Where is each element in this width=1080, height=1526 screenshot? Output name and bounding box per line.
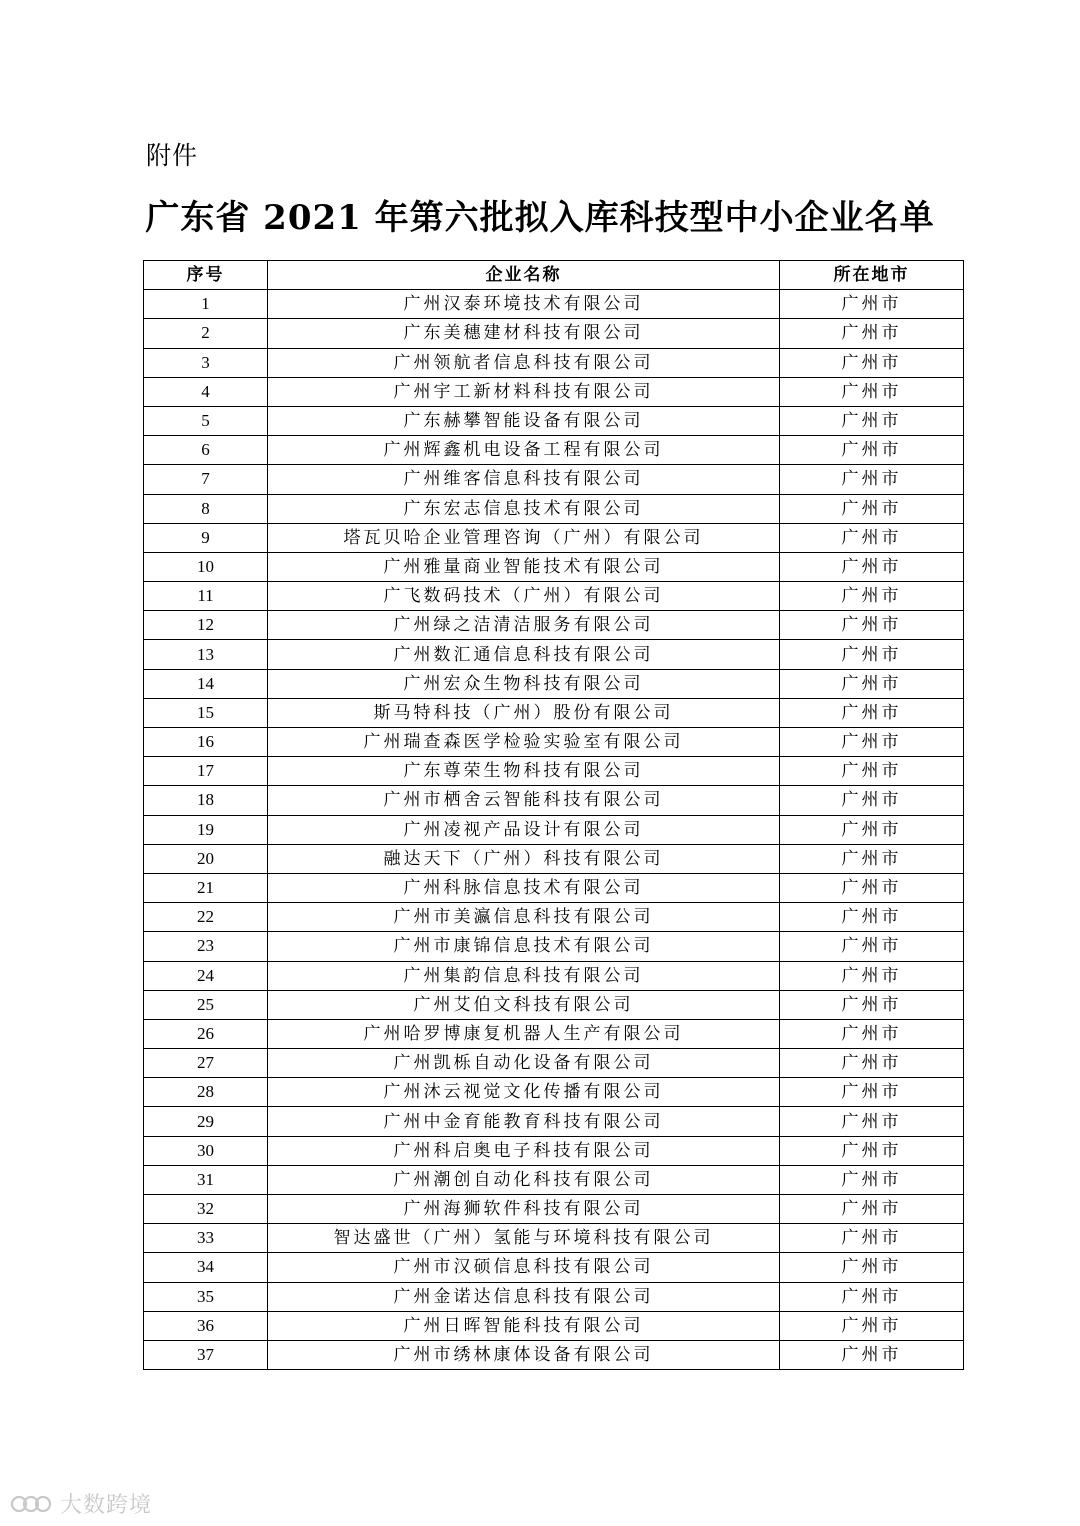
table-row xyxy=(144,611,964,640)
table-row xyxy=(144,1224,964,1253)
table-row xyxy=(144,1019,964,1048)
cell-city: 广州市 xyxy=(780,990,964,1019)
cell-company-name: 广州哈罗博康复机器人生产有限公司 xyxy=(268,1019,780,1048)
cell-serial-number: 5 xyxy=(144,406,268,435)
cell-city: 广州市 xyxy=(780,1165,964,1194)
cell-company-name: 广州中金育能教育科技有限公司 xyxy=(268,1107,780,1136)
cell-city: 广州市 xyxy=(780,873,964,902)
cell-city: 广州市 xyxy=(780,1019,964,1048)
table-row xyxy=(144,873,964,902)
cell-company-name: 广东尊荣生物科技有限公司 xyxy=(268,757,780,786)
cell-serial-number: 20 xyxy=(144,844,268,873)
cell-city: 广州市 xyxy=(780,1049,964,1078)
cell-city: 广州市 xyxy=(780,1311,964,1340)
cell-city: 广州市 xyxy=(780,903,964,932)
cell-city: 广州市 xyxy=(780,698,964,727)
cell-serial-number: 1 xyxy=(144,290,268,319)
cell-serial-number: 27 xyxy=(144,1049,268,1078)
header-company-name: 企业名称 xyxy=(268,261,780,290)
cell-serial-number: 17 xyxy=(144,757,268,786)
table-row xyxy=(144,406,964,435)
cell-serial-number: 36 xyxy=(144,1311,268,1340)
cell-city: 广州市 xyxy=(780,465,964,494)
cell-company-name: 广州数汇通信息科技有限公司 xyxy=(268,640,780,669)
cell-company-name: 广州汉泰环境技术有限公司 xyxy=(268,290,780,319)
table-row xyxy=(144,290,964,319)
cell-city: 广州市 xyxy=(780,1078,964,1107)
cell-company-name: 广州艾伯文科技有限公司 xyxy=(268,990,780,1019)
table-row xyxy=(144,436,964,465)
table-row xyxy=(144,815,964,844)
table-row xyxy=(144,903,964,932)
company-list-table xyxy=(143,260,964,1370)
cell-company-name: 融达天下（广州）科技有限公司 xyxy=(268,844,780,873)
cell-company-name: 广州市栖舍云智能科技有限公司 xyxy=(268,786,780,815)
cell-company-name: 广州辉鑫机电设备工程有限公司 xyxy=(268,436,780,465)
cell-serial-number: 32 xyxy=(144,1195,268,1224)
table-row xyxy=(144,582,964,611)
cell-city: 广州市 xyxy=(780,669,964,698)
table-row xyxy=(144,1078,964,1107)
cell-serial-number: 23 xyxy=(144,932,268,961)
cell-serial-number: 15 xyxy=(144,698,268,727)
cell-city: 广州市 xyxy=(780,523,964,552)
table-row xyxy=(144,1282,964,1311)
cell-city: 广州市 xyxy=(780,815,964,844)
cell-company-name: 广州科启奥电子科技有限公司 xyxy=(268,1136,780,1165)
table-row xyxy=(144,1165,964,1194)
cell-serial-number: 7 xyxy=(144,465,268,494)
cell-city: 广州市 xyxy=(780,406,964,435)
cell-city: 广州市 xyxy=(780,1282,964,1311)
document-title: 广东省 2021 年第六批拟入库科技型中小企业名单 xyxy=(145,198,935,238)
table-row xyxy=(144,1311,964,1340)
cell-serial-number: 9 xyxy=(144,523,268,552)
table-header-row xyxy=(144,261,964,290)
table-row xyxy=(144,932,964,961)
cell-company-name: 广州集韵信息科技有限公司 xyxy=(268,961,780,990)
table-row xyxy=(144,552,964,581)
cell-serial-number: 24 xyxy=(144,961,268,990)
table-row xyxy=(144,786,964,815)
cell-company-name: 广飞数码技术（广州）有限公司 xyxy=(268,582,780,611)
cell-serial-number: 13 xyxy=(144,640,268,669)
table-row xyxy=(144,844,964,873)
cell-company-name: 广州日晖智能科技有限公司 xyxy=(268,1311,780,1340)
cell-serial-number: 26 xyxy=(144,1019,268,1048)
cell-company-name: 广州瑞查森医学检验实验室有限公司 xyxy=(268,728,780,757)
cell-city: 广州市 xyxy=(780,961,964,990)
table-row xyxy=(144,1049,964,1078)
cell-serial-number: 31 xyxy=(144,1165,268,1194)
cell-city: 广州市 xyxy=(780,319,964,348)
cell-serial-number: 19 xyxy=(144,815,268,844)
cell-city: 广州市 xyxy=(780,1253,964,1282)
brand-logo-icon xyxy=(10,1492,54,1516)
table-row xyxy=(144,990,964,1019)
table-row xyxy=(144,669,964,698)
cell-city: 广州市 xyxy=(780,757,964,786)
cell-company-name: 广州雅量商业智能技术有限公司 xyxy=(268,552,780,581)
cell-city: 广州市 xyxy=(780,1224,964,1253)
cell-company-name: 广州沐云视觉文化传播有限公司 xyxy=(268,1078,780,1107)
cell-company-name: 广东宏志信息技术有限公司 xyxy=(268,494,780,523)
cell-serial-number: 4 xyxy=(144,377,268,406)
cell-city: 广州市 xyxy=(780,611,964,640)
watermark xyxy=(10,1488,152,1519)
cell-city: 广州市 xyxy=(780,436,964,465)
cell-company-name: 斯马特科技（广州）股份有限公司 xyxy=(268,698,780,727)
cell-serial-number: 25 xyxy=(144,990,268,1019)
cell-city: 广州市 xyxy=(780,844,964,873)
table-row xyxy=(144,494,964,523)
watermark-text: 大数跨境 xyxy=(60,1493,153,1518)
cell-serial-number: 21 xyxy=(144,873,268,902)
attachment-label: 附件 xyxy=(146,141,199,170)
cell-serial-number: 35 xyxy=(144,1282,268,1311)
cell-company-name: 广州维客信息科技有限公司 xyxy=(268,465,780,494)
cell-company-name: 广州金诺达信息科技有限公司 xyxy=(268,1282,780,1311)
cell-city: 广州市 xyxy=(780,582,964,611)
table-row xyxy=(144,640,964,669)
cell-city: 广州市 xyxy=(780,1340,964,1369)
cell-city: 广州市 xyxy=(780,1136,964,1165)
cell-company-name: 广州海狮软件科技有限公司 xyxy=(268,1195,780,1224)
cell-city: 广州市 xyxy=(780,786,964,815)
cell-city: 广州市 xyxy=(780,1195,964,1224)
cell-serial-number: 6 xyxy=(144,436,268,465)
table-row xyxy=(144,1136,964,1165)
cell-serial-number: 12 xyxy=(144,611,268,640)
table-row xyxy=(144,377,964,406)
cell-serial-number: 14 xyxy=(144,669,268,698)
cell-serial-number: 28 xyxy=(144,1078,268,1107)
cell-serial-number: 33 xyxy=(144,1224,268,1253)
cell-company-name: 广东赫攀智能设备有限公司 xyxy=(268,406,780,435)
cell-city: 广州市 xyxy=(780,728,964,757)
cell-company-name: 广州凌视产品设计有限公司 xyxy=(268,815,780,844)
table-row xyxy=(144,757,964,786)
cell-company-name: 广东美穗建材科技有限公司 xyxy=(268,319,780,348)
cell-company-name: 广州绿之洁清洁服务有限公司 xyxy=(268,611,780,640)
cell-company-name: 广州市美瀛信息科技有限公司 xyxy=(268,903,780,932)
cell-serial-number: 22 xyxy=(144,903,268,932)
cell-serial-number: 10 xyxy=(144,552,268,581)
cell-city: 广州市 xyxy=(780,377,964,406)
cell-serial-number: 30 xyxy=(144,1136,268,1165)
cell-serial-number: 37 xyxy=(144,1340,268,1369)
cell-serial-number: 34 xyxy=(144,1253,268,1282)
cell-company-name: 塔瓦贝哈企业管理咨询（广州）有限公司 xyxy=(268,523,780,552)
cell-company-name: 广州市绣林康体设备有限公司 xyxy=(268,1340,780,1369)
cell-city: 广州市 xyxy=(780,494,964,523)
cell-company-name: 广州科脉信息技术有限公司 xyxy=(268,873,780,902)
cell-serial-number: 8 xyxy=(144,494,268,523)
table-row xyxy=(144,1107,964,1136)
cell-city: 广州市 xyxy=(780,290,964,319)
cell-city: 广州市 xyxy=(780,1107,964,1136)
cell-city: 广州市 xyxy=(780,932,964,961)
table-row xyxy=(144,1195,964,1224)
table-row xyxy=(144,465,964,494)
cell-company-name: 广州市康锦信息技术有限公司 xyxy=(268,932,780,961)
cell-company-name: 智达盛世（广州）氢能与环境科技有限公司 xyxy=(268,1224,780,1253)
table-row xyxy=(144,348,964,377)
cell-company-name: 广州领航者信息科技有限公司 xyxy=(268,348,780,377)
cell-serial-number: 29 xyxy=(144,1107,268,1136)
cell-company-name: 广州市汉硕信息科技有限公司 xyxy=(268,1253,780,1282)
table-row xyxy=(144,319,964,348)
table-row xyxy=(144,523,964,552)
cell-city: 广州市 xyxy=(780,640,964,669)
table-row xyxy=(144,1253,964,1282)
header-serial-number: 序号 xyxy=(144,261,268,290)
cell-serial-number: 18 xyxy=(144,786,268,815)
table-row xyxy=(144,961,964,990)
table-row xyxy=(144,698,964,727)
cell-company-name: 广州潮创自动化科技有限公司 xyxy=(268,1165,780,1194)
cell-serial-number: 2 xyxy=(144,319,268,348)
cell-company-name: 广州宇工新材料科技有限公司 xyxy=(268,377,780,406)
cell-serial-number: 16 xyxy=(144,728,268,757)
cell-city: 广州市 xyxy=(780,552,964,581)
cell-city: 广州市 xyxy=(780,348,964,377)
table-row xyxy=(144,728,964,757)
header-city: 所在地市 xyxy=(780,261,964,290)
cell-company-name: 广州宏众生物科技有限公司 xyxy=(268,669,780,698)
cell-serial-number: 11 xyxy=(144,582,268,611)
table-row xyxy=(144,1340,964,1369)
cell-company-name: 广州凯栎自动化设备有限公司 xyxy=(268,1049,780,1078)
cell-serial-number: 3 xyxy=(144,348,268,377)
